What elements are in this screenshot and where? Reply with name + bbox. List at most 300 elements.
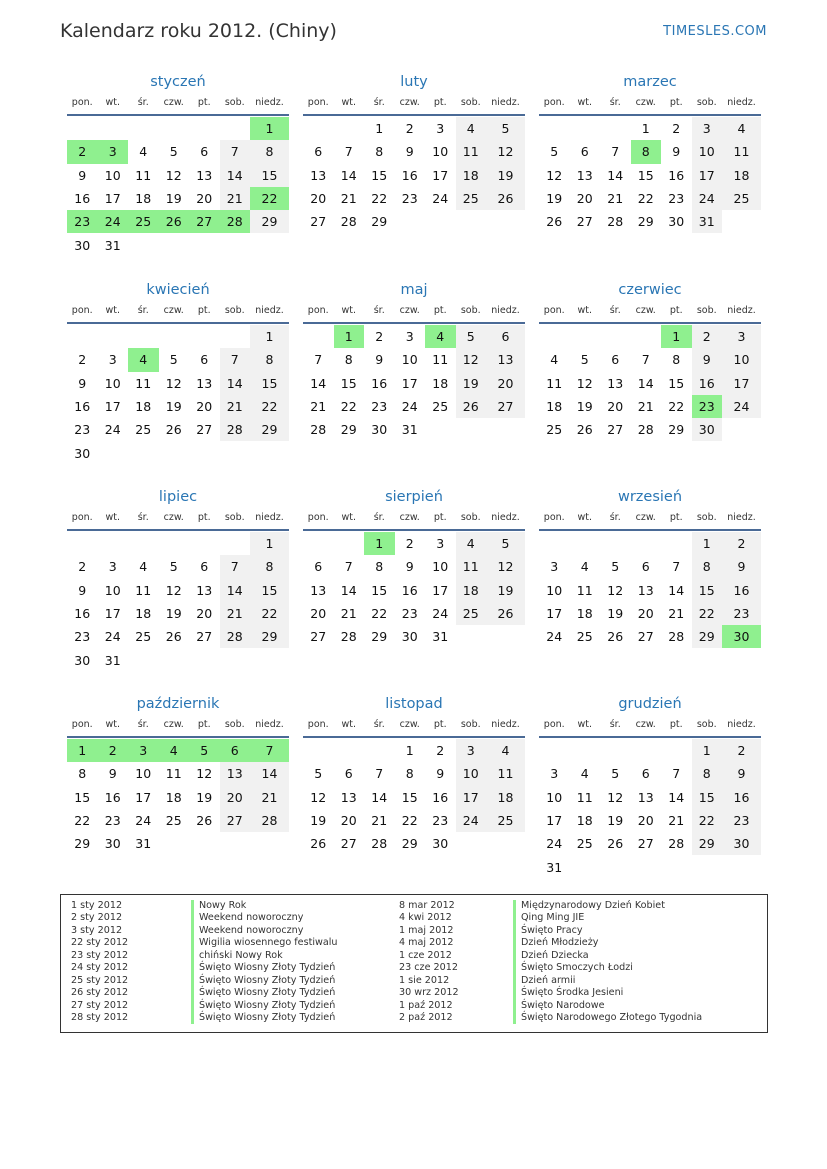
holiday-day-cell: 7 — [250, 739, 289, 762]
day-cell: 6 — [580, 144, 589, 160]
day-cell: 30 — [74, 237, 91, 253]
weekday-label: pon. — [307, 96, 329, 108]
day-cell: 16 — [371, 375, 388, 391]
empty-cell — [220, 532, 251, 555]
day-cell: 20 — [607, 399, 624, 415]
day-cell: 19 — [165, 606, 182, 622]
day-cell: 6 — [641, 766, 650, 782]
month-6 — [539, 280, 761, 441]
day-cell: 16 — [432, 789, 449, 805]
legend-holiday-name: Dzień Dziecka — [513, 950, 702, 962]
day-cell: 27 — [637, 629, 654, 645]
day-cell: 26 — [576, 422, 593, 438]
day-cell: 2 — [375, 329, 384, 345]
day-cell: 6 — [314, 559, 323, 575]
empty-cell — [159, 117, 190, 140]
day-cell: 3 — [456, 739, 487, 762]
empty-cell — [334, 532, 365, 555]
day-cell: 10 — [104, 375, 121, 391]
day-cell: 1 — [375, 121, 384, 137]
day-cell: 23 — [74, 422, 91, 438]
weekday-label: pon. — [71, 511, 93, 523]
day-cell: 27 — [607, 422, 624, 438]
empty-cell — [98, 532, 129, 555]
weekday-label: sob. — [460, 511, 481, 523]
legend-date: 2 sty 2012 — [71, 912, 123, 924]
day-cell: 12 — [607, 582, 624, 598]
day-cell: 4 — [456, 532, 487, 555]
day-cell: 30 — [692, 418, 723, 441]
legend-holiday-name: Święto Wiosny Złoty Tydzień — [191, 987, 338, 999]
weekday-label: niedz. — [491, 718, 520, 730]
weekday-label: czw. — [635, 718, 656, 730]
header-rule — [303, 529, 525, 531]
empty-cell — [600, 117, 631, 140]
day-cell: 13 — [196, 375, 213, 391]
holiday-day-cell: 3 — [128, 739, 159, 762]
day-cell: 26 — [546, 214, 563, 230]
weekday-label: czw. — [163, 511, 184, 523]
day-cell: 29 — [371, 214, 388, 230]
legend-date: 1 paź 2012 — [399, 999, 453, 1011]
day-cell: 6 — [486, 325, 525, 348]
holiday-day-cell: 4 — [128, 348, 159, 371]
day-cell: 12 — [196, 766, 213, 782]
day-cell: 30 — [722, 832, 761, 855]
holiday-day-cell: 5 — [189, 739, 220, 762]
day-cell: 24 — [456, 809, 487, 832]
page-title: Kalendarz roku 2012. (Chiny) — [60, 20, 337, 42]
weekday-label: niedz. — [255, 718, 284, 730]
day-grid — [303, 325, 525, 441]
day-cell: 5 — [611, 559, 620, 575]
month-3 — [539, 72, 761, 233]
day-cell: 15 — [74, 789, 91, 805]
day-cell: 2 — [78, 352, 87, 368]
day-cell: 10 — [432, 559, 449, 575]
month-name: styczeń — [150, 74, 206, 90]
day-cell: 20 — [576, 191, 593, 207]
weekday-label: wt. — [577, 718, 592, 730]
day-cell: 15 — [668, 375, 685, 391]
day-cell: 31 — [401, 422, 418, 438]
day-cell: 15 — [401, 789, 418, 805]
legend-date: 22 sty 2012 — [71, 937, 129, 949]
weekday-label: śr. — [609, 511, 621, 523]
empty-cell — [631, 325, 662, 348]
day-cell: 17 — [722, 372, 761, 395]
day-cell: 6 — [611, 352, 620, 368]
day-cell: 22 — [371, 191, 388, 207]
empty-cell — [159, 532, 190, 555]
weekday-label: czw. — [635, 96, 656, 108]
weekday-label: pt. — [433, 718, 447, 730]
day-cell: 18 — [456, 164, 487, 187]
day-cell: 18 — [135, 191, 152, 207]
day-cell: 30 — [104, 836, 121, 852]
day-cell: 5 — [169, 144, 178, 160]
empty-cell — [631, 532, 662, 555]
day-cell: 31 — [692, 210, 723, 233]
day-cell: 1 — [641, 121, 650, 137]
day-cell: 11 — [722, 140, 761, 163]
day-cell: 14 — [220, 372, 251, 395]
weekday-label: sob. — [696, 511, 717, 523]
legend-holiday-name: Święto Smoczych Łodzi — [513, 962, 702, 974]
weekday-label: śr. — [609, 304, 621, 316]
day-cell: 12 — [165, 167, 182, 183]
day-cell: 5 — [580, 352, 589, 368]
day-grid — [303, 532, 525, 648]
holiday-day-cell: 1 — [364, 532, 395, 555]
weekday-label: niedz. — [255, 304, 284, 316]
weekday-label: wt. — [341, 96, 356, 108]
day-cell: 6 — [314, 144, 323, 160]
day-cell: 20 — [310, 606, 327, 622]
day-cell: 11 — [546, 375, 563, 391]
day-cell: 8 — [692, 555, 723, 578]
day-cell: 16 — [722, 579, 761, 602]
day-cell: 17 — [104, 606, 121, 622]
day-cell: 29 — [250, 418, 289, 441]
weekday-label: czw. — [399, 96, 420, 108]
day-cell: 11 — [486, 762, 525, 785]
day-cell: 10 — [135, 766, 152, 782]
day-cell: 12 — [486, 140, 525, 163]
weekday-label: wt. — [341, 304, 356, 316]
weekday-label: niedz. — [255, 96, 284, 108]
weekday-label: czw. — [635, 304, 656, 316]
day-cell: 29 — [250, 625, 289, 648]
legend-holiday-name: Weekend noworoczny — [191, 925, 338, 937]
weekday-label: sob. — [224, 96, 245, 108]
day-cell: 24 — [401, 399, 418, 415]
day-cell: 14 — [250, 762, 289, 785]
header-rule — [539, 114, 761, 116]
day-cell: 26 — [165, 422, 182, 438]
day-cell: 30 — [668, 214, 685, 230]
day-cell: 15 — [371, 167, 388, 183]
day-cell: 1 — [692, 532, 723, 555]
empty-cell — [570, 117, 601, 140]
day-cell: 19 — [546, 191, 563, 207]
day-cell: 17 — [104, 191, 121, 207]
day-cell: 7 — [672, 766, 681, 782]
weekday-label: śr. — [373, 304, 385, 316]
legend-date: 8 mar 2012 — [399, 900, 455, 911]
day-cell: 13 — [637, 582, 654, 598]
day-cell: 8 — [672, 352, 681, 368]
day-cell: 8 — [375, 559, 384, 575]
day-cell: 9 — [375, 352, 384, 368]
holiday-day-cell: 1 — [67, 739, 98, 762]
day-cell: 14 — [340, 167, 357, 183]
day-cell: 15 — [371, 582, 388, 598]
day-cell: 19 — [456, 372, 487, 395]
weekday-label: pon. — [71, 304, 93, 316]
day-cell: 28 — [340, 214, 357, 230]
day-cell: 7 — [220, 348, 251, 371]
brand-link[interactable]: TIMESLES.COM — [663, 24, 767, 39]
day-cell: 11 — [165, 766, 182, 782]
weekday-header — [539, 714, 761, 734]
day-cell: 19 — [165, 191, 182, 207]
weekday-label: pon. — [71, 718, 93, 730]
header-rule — [539, 736, 761, 738]
day-cell: 25 — [546, 422, 563, 438]
month-2 — [303, 72, 525, 233]
weekday-label: pt. — [433, 96, 447, 108]
day-cell: 8 — [405, 766, 414, 782]
day-cell: 22 — [637, 191, 654, 207]
day-cell: 3 — [436, 121, 445, 137]
weekday-label: czw. — [399, 511, 420, 523]
day-cell: 15 — [250, 372, 289, 395]
day-cell: 9 — [722, 762, 761, 785]
empty-cell — [600, 532, 631, 555]
day-cell: 27 — [576, 214, 593, 230]
day-cell: 26 — [486, 602, 525, 625]
weekday-label: niedz. — [491, 304, 520, 316]
month-name: marzec — [623, 74, 677, 90]
day-cell: 25 — [165, 813, 182, 829]
day-cell: 19 — [486, 164, 525, 187]
day-cell: 21 — [340, 606, 357, 622]
day-cell: 25 — [432, 399, 449, 415]
day-cell: 20 — [637, 606, 654, 622]
header-rule — [303, 736, 525, 738]
day-cell: 26 — [486, 187, 525, 210]
empty-cell — [128, 325, 159, 348]
day-cell: 10 — [104, 582, 121, 598]
day-cell: 7 — [641, 352, 650, 368]
day-cell: 11 — [576, 789, 593, 805]
legend-date: 27 sty 2012 — [71, 999, 129, 1011]
empty-cell — [539, 532, 570, 555]
day-cell: 23 — [74, 629, 91, 645]
day-cell: 22 — [250, 395, 289, 418]
legend-holiday-name: chiński Nowy Rok — [191, 950, 338, 962]
day-cell: 27 — [196, 422, 213, 438]
day-cell: 9 — [672, 144, 681, 160]
weekday-label: pon. — [71, 96, 93, 108]
weekday-header — [303, 92, 525, 112]
day-cell: 29 — [692, 625, 723, 648]
holiday-day-cell: 1 — [661, 325, 692, 348]
day-cell: 18 — [456, 579, 487, 602]
weekday-label: niedz. — [727, 304, 756, 316]
holiday-day-cell: 23 — [692, 395, 723, 418]
empty-cell — [539, 739, 570, 762]
day-grid — [67, 325, 289, 465]
day-cell: 30 — [74, 652, 91, 668]
weekday-label: sob. — [224, 511, 245, 523]
day-cell: 23 — [668, 191, 685, 207]
day-cell: 16 — [74, 399, 91, 415]
weekday-label: pt. — [433, 511, 447, 523]
day-cell: 27 — [340, 836, 357, 852]
day-cell: 4 — [486, 739, 525, 762]
day-cell: 4 — [722, 117, 761, 140]
day-cell: 21 — [607, 191, 624, 207]
day-cell: 15 — [692, 579, 723, 602]
day-cell: 7 — [314, 352, 323, 368]
weekday-label: pon. — [543, 511, 565, 523]
weekday-label: sob. — [696, 718, 717, 730]
weekday-label: śr. — [373, 718, 385, 730]
holiday-day-cell: 25 — [128, 210, 159, 233]
month-7 — [67, 487, 289, 672]
day-cell: 17 — [456, 786, 487, 809]
empty-cell — [539, 117, 570, 140]
day-grid — [303, 739, 525, 855]
day-cell: 30 — [432, 836, 449, 852]
legend-holiday-name: Nowy Rok — [191, 900, 338, 912]
weekday-header — [303, 300, 525, 320]
day-cell: 31 — [432, 629, 449, 645]
header-rule — [539, 322, 761, 324]
weekday-label: czw. — [163, 718, 184, 730]
weekday-label: czw. — [635, 511, 656, 523]
header-rule — [303, 114, 525, 116]
day-cell: 23 — [104, 813, 121, 829]
day-cell: 25 — [576, 836, 593, 852]
day-cell: 12 — [546, 167, 563, 183]
day-cell: 30 — [401, 629, 418, 645]
day-cell: 24 — [692, 187, 723, 210]
day-cell: 3 — [550, 766, 559, 782]
day-cell: 28 — [668, 629, 685, 645]
day-grid — [67, 532, 289, 672]
day-cell: 6 — [344, 766, 353, 782]
weekday-label: pt. — [669, 718, 683, 730]
day-cell: 23 — [401, 191, 418, 207]
day-cell: 27 — [486, 395, 525, 418]
weekday-header — [539, 507, 761, 527]
day-cell: 4 — [139, 559, 148, 575]
day-cell: 7 — [672, 559, 681, 575]
day-cell: 13 — [196, 167, 213, 183]
day-cell: 6 — [641, 559, 650, 575]
day-cell: 21 — [250, 786, 289, 809]
empty-cell — [631, 739, 662, 762]
day-cell: 29 — [637, 214, 654, 230]
day-cell: 27 — [310, 214, 327, 230]
day-cell: 3 — [108, 559, 117, 575]
day-cell: 13 — [576, 167, 593, 183]
day-cell: 16 — [401, 582, 418, 598]
day-cell: 5 — [550, 144, 559, 160]
weekday-label: śr. — [373, 96, 385, 108]
weekday-label: niedz. — [727, 96, 756, 108]
month-name: lipiec — [158, 489, 198, 505]
weekday-label: pon. — [543, 304, 565, 316]
weekday-label: sob. — [696, 304, 717, 316]
legend-holiday-name: Święto Narodowego Złotego Tygodnia — [513, 1012, 702, 1024]
holiday-day-cell: 24 — [98, 210, 129, 233]
day-cell: 24 — [104, 422, 121, 438]
empty-cell — [303, 325, 334, 348]
weekday-label: wt. — [577, 96, 592, 108]
day-cell: 22 — [340, 399, 357, 415]
legend-holiday-name: Święto Wiosny Złoty Tydzień — [191, 975, 338, 987]
weekday-header — [303, 714, 525, 734]
day-cell: 22 — [692, 809, 723, 832]
day-cell: 25 — [486, 809, 525, 832]
header-rule — [67, 114, 289, 116]
weekday-label: czw. — [399, 718, 420, 730]
holiday-day-cell: 4 — [159, 739, 190, 762]
day-grid — [67, 117, 289, 257]
day-cell: 13 — [607, 375, 624, 391]
day-cell: 18 — [576, 606, 593, 622]
day-cell: 20 — [637, 813, 654, 829]
holiday-day-cell: 28 — [220, 210, 251, 233]
empty-cell — [570, 532, 601, 555]
holiday-legend — [60, 894, 768, 1033]
weekday-label: śr. — [373, 511, 385, 523]
day-cell: 16 — [104, 789, 121, 805]
day-cell: 28 — [607, 214, 624, 230]
weekday-header — [539, 92, 761, 112]
day-cell: 29 — [692, 832, 723, 855]
holiday-day-cell: 6 — [220, 739, 251, 762]
day-cell: 14 — [668, 789, 685, 805]
weekday-label: pon. — [543, 718, 565, 730]
weekday-label: wt. — [105, 96, 120, 108]
day-cell: 19 — [165, 399, 182, 415]
day-cell: 17 — [546, 813, 563, 829]
holiday-day-cell: 4 — [425, 325, 456, 348]
day-cell: 11 — [432, 352, 449, 368]
day-cell: 21 — [371, 813, 388, 829]
month-11 — [303, 694, 525, 855]
day-cell: 25 — [576, 629, 593, 645]
weekday-label: niedz. — [491, 511, 520, 523]
day-cell: 20 — [196, 399, 213, 415]
day-cell: 24 — [722, 395, 761, 418]
day-cell: 6 — [200, 352, 209, 368]
day-cell: 1 — [692, 739, 723, 762]
legend-date: 30 wrz 2012 — [399, 987, 459, 999]
month-12 — [539, 694, 761, 879]
weekday-label: wt. — [577, 511, 592, 523]
day-cell: 20 — [310, 191, 327, 207]
day-cell: 16 — [692, 372, 723, 395]
day-cell: 16 — [668, 167, 685, 183]
empty-cell — [98, 325, 129, 348]
day-grid — [303, 117, 525, 233]
day-cell: 22 — [692, 602, 723, 625]
empty-cell — [220, 117, 251, 140]
day-cell: 10 — [722, 348, 761, 371]
day-cell: 18 — [432, 375, 449, 391]
day-cell: 15 — [340, 375, 357, 391]
day-cell: 19 — [576, 399, 593, 415]
month-1 — [67, 72, 289, 257]
day-cell: 15 — [637, 167, 654, 183]
day-cell: 23 — [432, 813, 449, 829]
day-cell: 2 — [405, 121, 414, 137]
holiday-day-cell: 30 — [722, 625, 761, 648]
day-cell: 26 — [607, 629, 624, 645]
weekday-label: pon. — [307, 511, 329, 523]
legend-date: 25 sty 2012 — [71, 974, 129, 986]
day-cell: 13 — [486, 348, 525, 371]
day-cell: 13 — [310, 167, 327, 183]
legend-holiday-name: Święto Wiosny Złoty Tydzień — [191, 1000, 338, 1012]
empty-cell — [600, 325, 631, 348]
